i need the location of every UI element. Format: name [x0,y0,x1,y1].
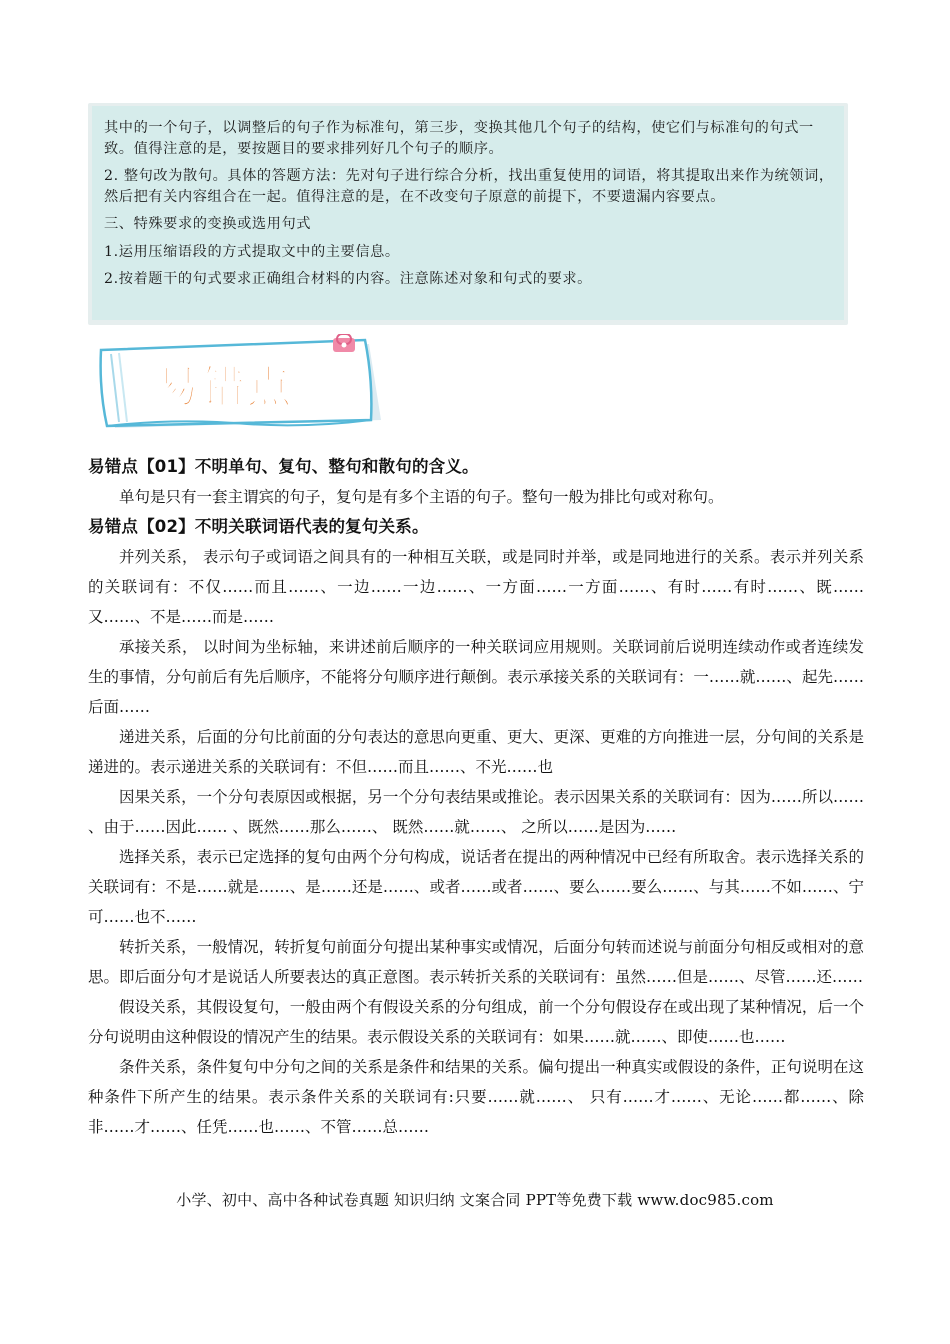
item-paragraph: 因果关系，一个分句表原因或根据，另一个分句表结果或推论。表示因果关系的关联词有：因为……所以…… 、由于……因此…… 、既然……那么……、 既然……就……、 之所以……是因为…… [88,788,864,836]
item-paragraph: 转折关系，一般情况，转折复句前面分句提出某种事实或情况，后面分句转而述说与前面分句相反或相对的意思。即后面分句才是说话人所要表达的真正意图。表示转折关系的关联词有：虽然……但是……、尽管……还…… [88,938,864,986]
item-heading: 易错点【01】不明单句、复句、整句和散句的含义。 [88,457,479,476]
summary-box [88,103,848,325]
item-paragraph: 承接关系， 以时间为坐标轴，来讲述前后顺序的一种关联词应用规则。关联词前后说明连续动作或者连续发生的事情，分句前后有先后顺序，不能将分句顺序进行颠倒。表示承接关系的关联词有：一……就……、起先……后面…… [88,638,864,716]
main-content [88,452,864,1142]
item-paragraph: 假设关系，其假设复句，一般由两个有假设关系的分句组成，前一个分句假设存在或出现了某种情况，后一个分句说明由这种假设的情况产生的结果。表示假设关系的关联词有：如果……就……、即使……也…… [88,998,864,1046]
item-paragraph: 递进关系，后面的分句比前面的分句表达的意思向更重、更大、更深、更难的方向推进一层，分句间的关系是递进的。表示递进关系的关联词有：不但……而且……、不光……也 [88,728,864,776]
paperclip-icon [333,334,355,352]
summary-box-content [92,106,844,320]
page-footer: 小学、初中、高中各种试卷真题 知识归纳 文案合同 PPT等免费下载 www.doc985.com [176,1191,774,1209]
item-paragraph: 并列关系， 表示句子或词语之间具有的一种相互关联，或是同时并举，或是同地进行的关系。表示并列关系的关联词有：不仅……而且……、一边……一边……、一方面……一方面……、有时……有时……、既……又……、不是……而是…… [88,548,864,626]
summary-paragraph: 其中的一个句子，以调整后的句子作为标准句，第三步，变换其他几个句子的结构，使它们与标准句的句式一致。值得注意的是，要按题目的要求排列好几个句子的顺序。 [104,120,814,157]
item-paragraph: 选择关系，表示已定选择的复句由两个分句构成，说话者在提出的两种情况中已经有所取舍。表示选择关系的关联词有：不是……就是……、是……还是……、或者……或者……、要么……要么……、与其……不如……、宁可……也不…… [88,848,864,926]
section-badge [97,334,387,434]
summary-paragraph: 2.按着题干的句式要求正确组合材料的内容。注意陈述对象和句式的要求。 [104,271,592,287]
summary-paragraph: 1.运用压缩语段的方式提取文中的主要信息。 [104,243,400,260]
summary-paragraph: 三、特殊要求的变换或选用句式 [104,216,312,232]
item-heading: 易错点【02】不明关联词语代表的复句关系。 [88,517,429,536]
section-badge-title: 易错点 [155,362,293,413]
item-paragraph: 条件关系，条件复句中分句之间的关系是条件和结果的关系。偏句提出一种真实或假设的条件，正句说明在这种条件下所产生的结果。表示条件关系的关联词有:只要……就……、 只有……才……、无论……都……、除非……才……、任凭……也……、不管……总…… [88,1058,864,1136]
item-paragraph: 单句是只有一套主谓宾的句子，复句是有多个主语的句子。整句一般为排比句或对称句。 [119,488,724,506]
section-badge-art [97,334,387,434]
summary-paragraph: 2. 整句改为散句。具体的答题方法：先对句子进行综合分析，找出重复使用的词语，将其提取出来作为统领词，然后把有关内容组合在一起。值得注意的是，在不改变句子原意的前提下，不要遗漏内容要点。 [104,168,834,205]
